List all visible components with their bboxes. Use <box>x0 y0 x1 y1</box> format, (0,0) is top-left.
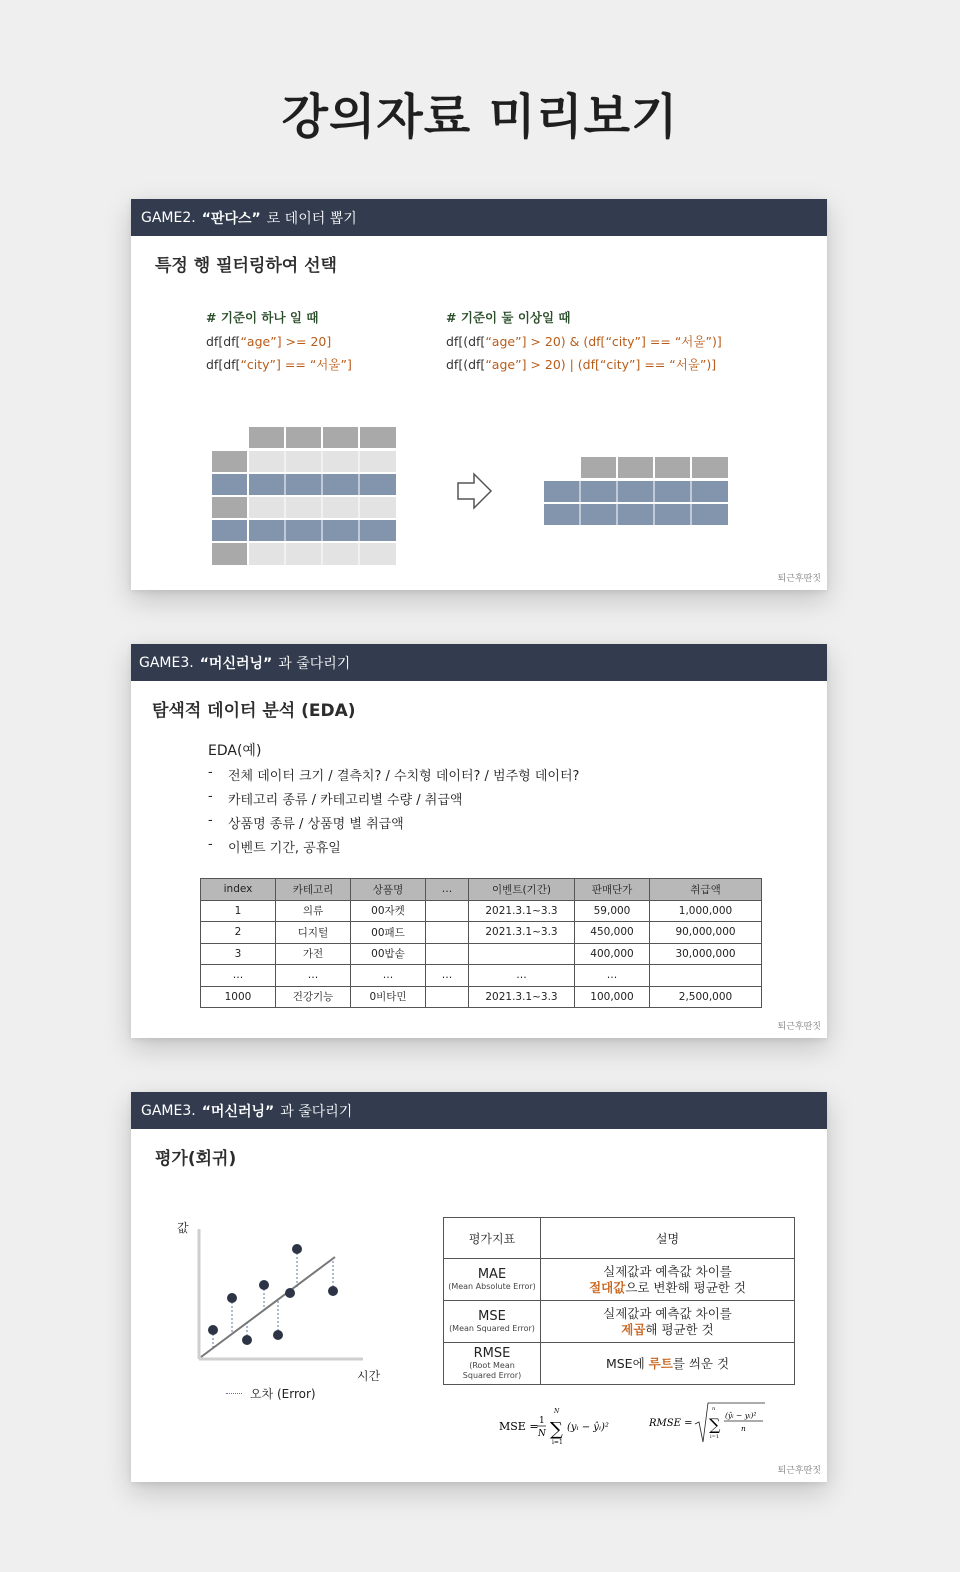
source-dataframe-grid <box>211 426 398 568</box>
result-dataframe-grid <box>543 456 730 526</box>
code-line: df[df[“city”] == “서울”] <box>206 357 352 372</box>
table-header-row <box>444 1218 795 1259</box>
header-rest: 과 줄다리기 <box>278 655 351 672</box>
error-legend: 오차 (Error) <box>226 1385 316 1402</box>
slide-eda <box>131 644 827 1038</box>
svg-text:(yᵢ − ŷᵢ)²: (yᵢ − ŷᵢ)² <box>567 1422 609 1433</box>
svg-text:∑: ∑ <box>550 1419 563 1440</box>
svg-text:RMSE =: RMSE = <box>649 1418 693 1429</box>
table-row: RMSE (Root Mean Squared Error) MSE에 루트를 씌운 것 <box>444 1343 795 1385</box>
table-row: 1000 건강기능 0비타민 2021.3.1~3.3 100,000 2,500,000 <box>201 986 762 1008</box>
list-item: - 카테고리 종류 / 카테고리별 수량 / 취급액 <box>208 789 463 808</box>
svg-text:(ŷᵢ − yᵢ)²: (ŷᵢ − yᵢ)² <box>725 1411 757 1420</box>
column-header: 평가지표 <box>444 1218 541 1259</box>
list-item: - 전체 데이터 크기 / 결측치? / 수치형 데이터? / 범주형 데이터? <box>208 765 580 784</box>
slide-header <box>131 199 827 236</box>
svg-text:i=1: i=1 <box>552 1439 563 1446</box>
regression-illustration <box>171 1217 391 1401</box>
svg-text:N: N <box>554 1408 560 1415</box>
slide-subtitle: 평가(회귀) <box>155 1149 237 1169</box>
header-prefix: GAME3. <box>141 1102 196 1119</box>
mse-formula-graphic <box>499 1404 619 1448</box>
table-row: MSE (Mean Squared Error) 실제값과 예측값 차이를 제곱해 평균한 것 <box>444 1301 795 1343</box>
metric-table <box>443 1217 795 1385</box>
y-axis-label: 값 <box>177 1221 189 1235</box>
code-line: df[(df[“age”] > 20) & (df[“city”] == “서울”)] <box>446 333 722 349</box>
svg-text:MSE =: MSE = <box>499 1420 539 1433</box>
slide-subtitle: 탐색적 데이터 분석 (EDA) <box>152 701 356 721</box>
header-quote: “머신러닝” <box>201 1103 275 1120</box>
table-row: 1 의류 00자켓 2021.3.1~3.3 59,000 1,000,000 <box>201 900 762 922</box>
x-axis-label: 시간 <box>357 1369 381 1383</box>
svg-text:1: 1 <box>539 1416 545 1426</box>
eda-title: EDA(예) <box>208 743 262 759</box>
code-line: df[df[“age”] >= 20] <box>206 333 332 349</box>
dotted-line-icon <box>226 1393 242 1394</box>
column-header: 판매단가 <box>575 879 650 901</box>
column-header: … <box>426 879 469 901</box>
slide-header <box>131 644 827 681</box>
svg-text:n: n <box>741 1424 746 1433</box>
code-multi-condition <box>446 306 722 377</box>
svg-text:∑: ∑ <box>709 1415 721 1434</box>
header-rest: 로 데이터 뽑기 <box>266 210 357 227</box>
table-row: MAE (Mean Absolute Error) 실제값과 예측값 차이를 절대값으로 변환해 평균한 것 <box>444 1259 795 1301</box>
slide-regression-eval <box>131 1092 827 1482</box>
mse-formula <box>499 1404 619 1451</box>
table-row: … … … … … … <box>201 965 762 987</box>
slide-subtitle: 특정 행 필터링하여 선택 <box>155 256 337 276</box>
rmse-formula <box>649 1398 769 1451</box>
header-quote: “판다스” <box>201 210 261 227</box>
watermark: 퇴근후딴짓 <box>777 1466 821 1476</box>
table-row: 3 가전 00밥솥 400,000 30,000,000 <box>201 943 762 965</box>
slide-pandas-filter <box>131 199 827 590</box>
svg-text:i=1: i=1 <box>710 1434 719 1440</box>
column-header: 취급액 <box>650 879 762 901</box>
watermark: 퇴근후딴짓 <box>777 574 821 584</box>
header-quote: “머신러닝” <box>199 655 273 672</box>
column-header: 카테고리 <box>276 879 351 901</box>
right-arrow-outline-icon <box>456 471 494 511</box>
rmse-formula-graphic <box>649 1398 769 1448</box>
table-row: 2 디지털 00패드 2021.3.1~3.3 450,000 90,000,000 <box>201 922 762 944</box>
column-header: 설명 <box>541 1218 795 1259</box>
code-comment: # 기준이 둘 이상일 때 <box>446 310 571 325</box>
code-single-condition <box>206 306 352 377</box>
table-header-row <box>201 879 762 901</box>
list-item: - 이벤트 기간, 공휴일 <box>208 837 341 856</box>
svg-text:n: n <box>712 1406 716 1412</box>
code-line: df[(df[“age”] > 20) | (df[“city”] == “서울”)] <box>446 357 717 372</box>
code-comment: # 기준이 하나 일 때 <box>206 310 319 325</box>
list-item: - 상품명 종류 / 상품명 별 취급액 <box>208 813 404 832</box>
eda-bullet-list <box>208 765 579 861</box>
column-header: index <box>201 879 276 901</box>
header-prefix: GAME3. <box>139 654 194 671</box>
slide-header <box>131 1092 827 1129</box>
regression-plot <box>171 1217 371 1367</box>
column-header: 상품명 <box>351 879 426 901</box>
watermark: 퇴근후딴짓 <box>777 1022 821 1032</box>
page-title: 강의자료 미리보기 <box>281 89 679 145</box>
header-rest: 과 줄다리기 <box>280 1103 353 1120</box>
svg-text:N: N <box>538 1429 546 1439</box>
column-header: 이벤트(기간) <box>469 879 575 901</box>
header-prefix: GAME2. <box>141 209 196 226</box>
eda-table <box>200 878 762 1008</box>
